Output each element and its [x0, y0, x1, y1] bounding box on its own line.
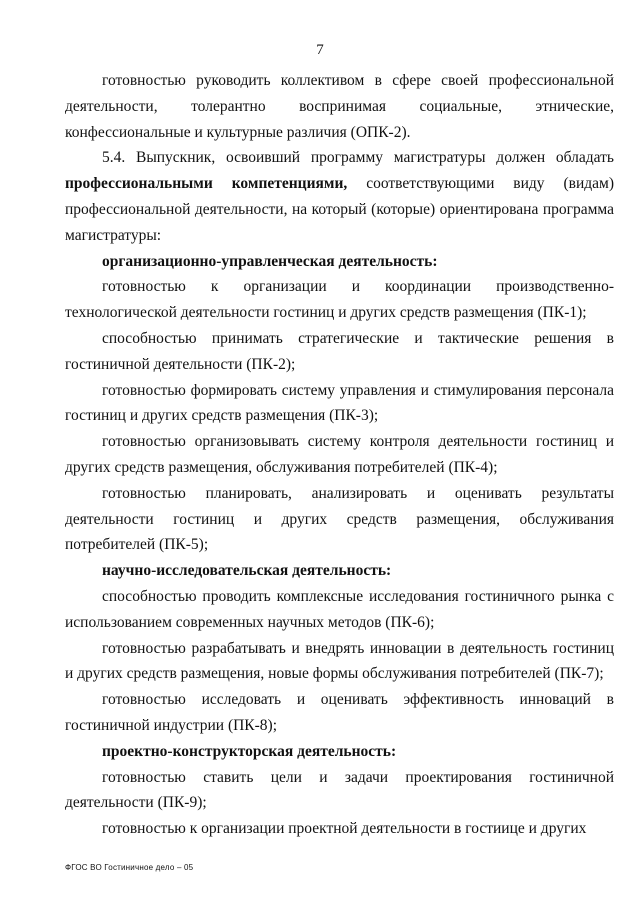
paragraph-5-4-bold: профессиональными компетенциями,	[65, 175, 348, 193]
document-footer: ФГОС ВО Гостиничное дело – 05	[65, 863, 194, 872]
paragraph-pk4: готовностью организовывать систему контроля деятельности гостиниц и других средств размещения, обслуживания потребителей (ПК-4);	[65, 433, 614, 476]
paragraph-pk3: готовностью формировать систему управления и стимулирования персонала гостиниц и других средств размещения (ПК-3);	[65, 381, 614, 425]
paragraph-opk2: готовностью руководить коллективом в сфере своей профессиональной деятельности, толерантно воспринимая социальные, этнические, конфессиональные и культурные различия (ОПК-2).	[65, 72, 614, 141]
paragraph-pk1: готовностью к организации и координации производственно-технологической деятельности гостиниц и других средств размещения (ПК-1);	[65, 278, 614, 322]
paragraph-5-4-start: 5.4. Выпускник, освоивший программу магистратуры должен обладать	[102, 149, 614, 167]
page-number: 7	[316, 42, 324, 58]
paragraph-pk5: готовностью планировать, анализировать и оценивать результаты деятельности гостиниц и других средств размещения, обслуживания потребителей (ПК-5);	[65, 484, 614, 554]
heading-organizational: организационно-управленческая деятельность:	[102, 252, 438, 270]
paragraph-pk10-partial: готовностью к организации проектной деятельности в гостиице и других	[102, 820, 587, 838]
heading-research: научно-исследовательская деятельность:	[102, 562, 392, 580]
paragraph-5-4-end: соответствующими виду (видам) профессиональной деятельности, на который (которые) ориентирована программа магистратуры:	[65, 175, 614, 244]
paragraph-pk6: способностью проводить комплексные исследования гостиничного рынка с использованием современных научных методов (ПК-6);	[65, 587, 614, 631]
heading-design: проектно-конструкторская деятельность:	[102, 742, 397, 760]
paragraph-5-4	[65, 145, 614, 248]
paragraph-pk8: готовностью исследовать и оценивать эффективность инноваций в гостиничной индустрии (ПК-8);	[65, 691, 614, 734]
document-body	[65, 68, 614, 842]
paragraph-pk7: готовностью разрабатывать и внедрять инновации в деятельность гостиниц и других средств размещения, новые формы обслуживания потребителей (ПК-7);	[65, 639, 614, 683]
paragraph-pk9: готовностью ставить цели и задачи проектирования гостиничной деятельности (ПК-9);	[65, 768, 614, 812]
paragraph-pk2: способностью принимать стратегические и тактические решения в гостиничной деятельности (ПК-2);	[65, 329, 614, 373]
